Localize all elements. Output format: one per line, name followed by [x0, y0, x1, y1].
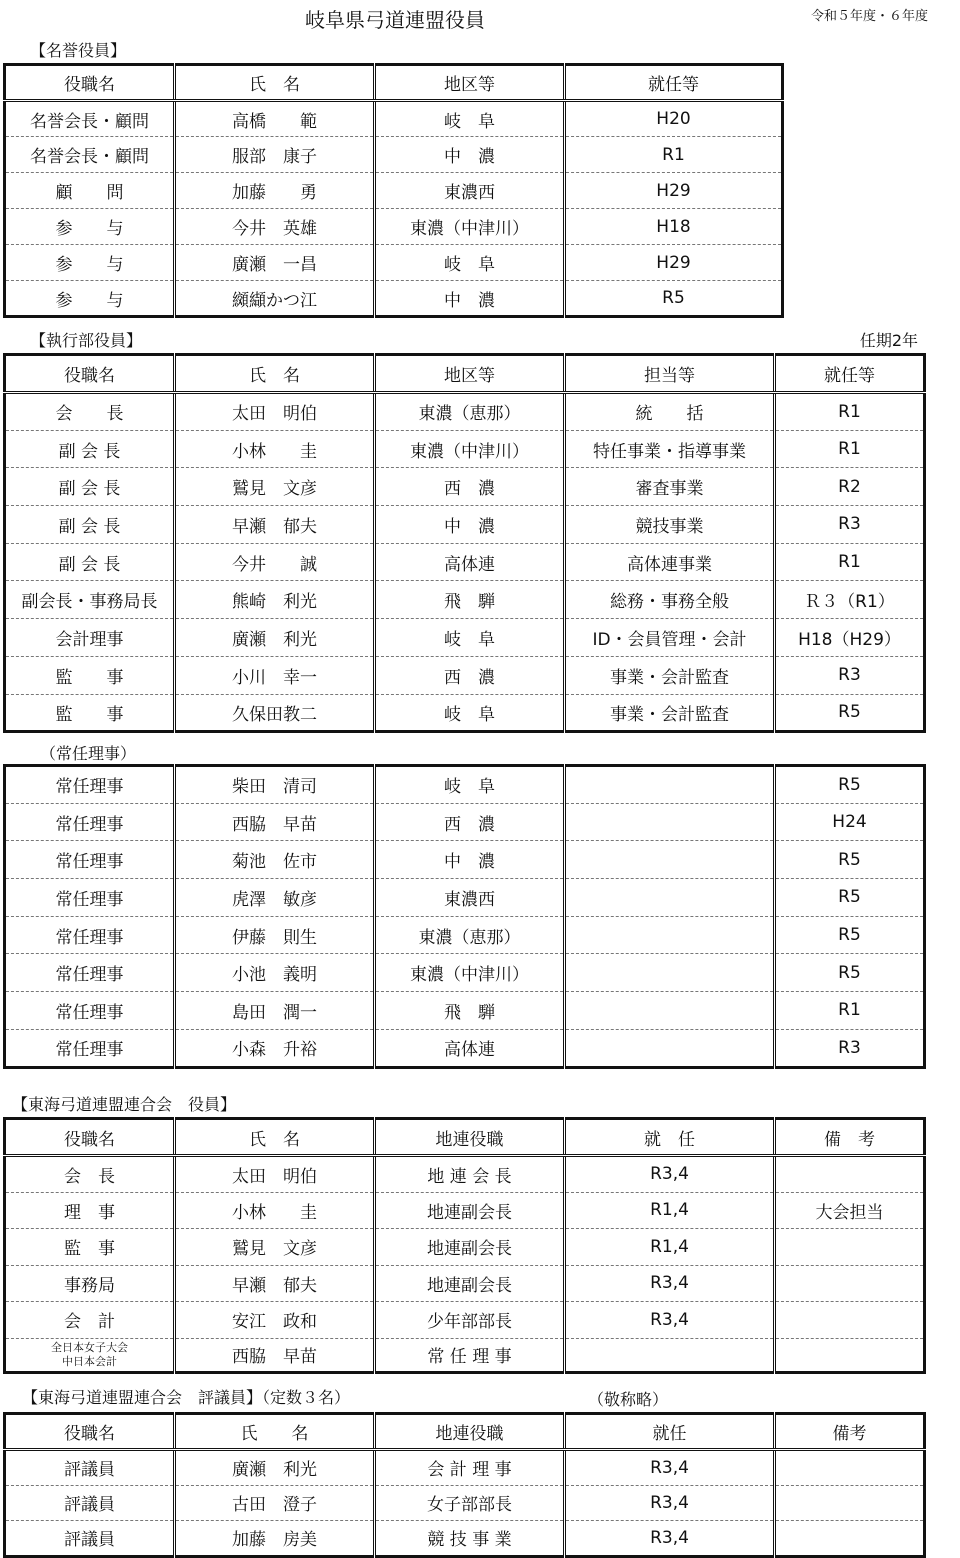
column-header: 就任 [565, 1414, 775, 1450]
header-row [5, 1119, 925, 1156]
honorific-note: （敬称略） [588, 1390, 669, 1409]
term-cell [775, 1302, 925, 1339]
name-cell: 廣瀬 利光 [175, 619, 375, 657]
table-row [5, 1521, 925, 1557]
term-cell: R5 [775, 694, 925, 732]
term-cell [775, 1450, 925, 1486]
term-cell: R2 [775, 468, 925, 506]
district-cell: 競 技 事 業 [375, 1521, 565, 1557]
table-row [5, 393, 925, 431]
term-cell: R3 [775, 1029, 925, 1067]
role-cell: 常任理事 [5, 954, 175, 992]
name-cell: 高橋 範 [175, 101, 375, 137]
duty-cell [565, 954, 775, 992]
role-cell: 評議員 [5, 1485, 175, 1521]
term-cell [775, 1485, 925, 1521]
honorary-table [3, 63, 784, 318]
name-cell: 加藤 房美 [175, 1521, 375, 1557]
column-header: 氏 名 [175, 1119, 375, 1156]
term-cell: Ｒ３（R1） [775, 581, 925, 619]
duty-cell [565, 992, 775, 1030]
role-cell: 監 事 [5, 1229, 175, 1266]
executive-table [3, 353, 926, 733]
role-cell: 常任理事 [5, 992, 175, 1030]
district-cell: 東濃（恵那） [375, 393, 565, 431]
duty-cell: H29 [565, 173, 783, 209]
role-cell: 常任理事 [5, 803, 175, 841]
name-cell: 伊藤 則生 [175, 916, 375, 954]
role-cell: 名誉会長・顧問 [5, 101, 175, 137]
column-header: 役職名 [5, 65, 175, 101]
name-cell: 小森 升裕 [175, 1029, 375, 1067]
table-row [5, 1156, 925, 1193]
column-header: 地区等 [375, 65, 565, 101]
table-row [5, 1192, 925, 1229]
role-cell: 常任理事 [5, 766, 175, 804]
term-cell: R5 [775, 954, 925, 992]
district-cell: 東濃西 [375, 879, 565, 917]
district-cell: 高体連 [375, 543, 565, 581]
district-cell: 高体連 [375, 1029, 565, 1067]
district-cell: 会 計 理 事 [375, 1450, 565, 1486]
name-cell: 廣瀬 一昌 [175, 245, 375, 281]
name-cell: 早瀬 郁夫 [175, 506, 375, 544]
duty-cell: 総務・事務全般 [565, 581, 775, 619]
term-cell [565, 1338, 775, 1372]
table-row [5, 656, 925, 694]
column-header: 備考 [775, 1414, 925, 1450]
role-cell: 監 事 [55, 704, 124, 725]
term-cell: R1 [775, 992, 925, 1030]
district-cell: 西 濃 [375, 656, 565, 694]
duty-cell: H20 [565, 101, 783, 137]
table-row [5, 1450, 925, 1486]
district-cell: 中 濃 [375, 137, 565, 173]
district-cell: 岐 阜 [375, 694, 565, 732]
term-cell: R1 [775, 393, 925, 431]
duty-cell: 審査事業 [565, 468, 775, 506]
name-cell: 小林 圭 [175, 430, 375, 468]
district-cell: 中 濃 [375, 281, 565, 317]
role-cell: 常任理事 [5, 841, 175, 879]
term-cell: R5 [775, 841, 925, 879]
duty-cell: 統 括 [565, 393, 775, 431]
role-cell: 評議員 [5, 1450, 175, 1486]
duty-cell: R1,4 [565, 1229, 775, 1266]
name-cell: 島田 潤一 [175, 992, 375, 1030]
name-cell: 古田 澄子 [175, 1485, 375, 1521]
column-header: 地連役職 [375, 1119, 565, 1156]
table-row [5, 954, 925, 992]
duty-cell [565, 841, 775, 879]
name-cell: 鷲見 文彦 [175, 1229, 375, 1266]
name-cell: 熊崎 利光 [175, 581, 375, 619]
role-cell: 参 与 [55, 290, 124, 311]
table-row [5, 506, 925, 544]
duty-cell: 事業・会計監査 [565, 694, 775, 732]
district-cell: 岐 阜 [375, 101, 565, 137]
duty-cell: R3,4 [565, 1156, 775, 1193]
name-cell: 鷲見 文彦 [175, 468, 375, 506]
tokai-table [3, 1117, 926, 1374]
role-cell: 副 会 長 [5, 430, 175, 468]
district-cell: 東濃（中津川） [375, 954, 565, 992]
term-cell [775, 1229, 925, 1266]
duty-cell: R3,4 [565, 1485, 775, 1521]
term-cell: R1 [775, 543, 925, 581]
district-cell: 東濃西 [375, 173, 565, 209]
duty-cell: H29 [565, 245, 783, 281]
role-cell [5, 1338, 175, 1372]
column-header: 氏 名 [175, 1414, 375, 1450]
duty-cell: R3,4 [565, 1450, 775, 1486]
role-cell: 理 事 [5, 1192, 175, 1229]
header-row [5, 65, 783, 101]
councillors-table [3, 1412, 926, 1558]
duty-cell: R3,4 [565, 1521, 775, 1557]
fiscal-year: 令和５年度・６年度 [810, 9, 928, 24]
role-cell: 名誉会長・顧問 [5, 137, 175, 173]
table-row [5, 1485, 925, 1521]
name-cell: 西脇 早苗 [175, 1338, 375, 1372]
district-cell: 岐 阜 [375, 245, 565, 281]
role-cell: 会 長 [5, 393, 175, 431]
duty-cell [565, 803, 775, 841]
table-row [5, 1265, 925, 1302]
column-header: 地区等 [375, 355, 565, 393]
duty-cell: 競技事業 [565, 506, 775, 544]
term-cell [775, 1265, 925, 1302]
name-cell: 今井 英雄 [175, 209, 375, 245]
name-cell: 小川 幸一 [175, 656, 375, 694]
table-row [5, 1229, 925, 1266]
page-title: 岐阜県弓道連盟役員 [305, 8, 485, 32]
name-cell: 安江 政和 [175, 1302, 375, 1339]
executive-term: 任期2年 [859, 331, 918, 350]
term-cell: R3 [775, 506, 925, 544]
table-row [5, 209, 783, 245]
table-row [5, 992, 925, 1030]
role-cell: 事務局 [5, 1265, 175, 1302]
duty-cell: R1,4 [565, 1192, 775, 1229]
duty-cell: 特任事業・指導事業 [565, 430, 775, 468]
table-row [5, 694, 925, 732]
term-cell: 大会担当 [775, 1192, 925, 1229]
column-header: 就 任 [565, 1119, 775, 1156]
district-cell: 西 濃 [375, 803, 565, 841]
district-cell: 岐 阜 [375, 619, 565, 657]
district-cell: 岐 阜 [375, 766, 565, 804]
term-cell: R1 [775, 430, 925, 468]
duty-cell: 事業・会計監査 [565, 656, 775, 694]
table-row [5, 916, 925, 954]
honorary-section-label: 【名誉役員】 [30, 41, 127, 60]
table-row [5, 766, 925, 804]
councillors-section-label: 【東海弓道連盟連合会 評議員】（定数３名） [22, 1388, 351, 1407]
name-cell: 菊池 佐市 [175, 841, 375, 879]
role-cell: 会計理事 [5, 619, 175, 657]
term-cell: H18（H29） [775, 619, 925, 657]
duty-cell: ID・会員管理・会計 [565, 619, 775, 657]
term-cell: H24 [775, 803, 925, 841]
role-cell: 常任理事 [55, 1040, 124, 1061]
column-header: 役職名 [5, 355, 175, 393]
table-row [5, 841, 925, 879]
role-cell: 副会長・事務局長 [5, 581, 175, 619]
duty-cell: R3,4 [565, 1302, 775, 1339]
name-cell: 纐纈かつ江 [175, 281, 375, 317]
role-cell: 参 与 [5, 209, 175, 245]
name-cell: 西脇 早苗 [175, 803, 375, 841]
name-cell: 虎澤 敏彦 [175, 879, 375, 917]
role-line: 中日本会計 [62, 1354, 117, 1368]
column-header: 就任等 [775, 355, 925, 393]
term-cell [775, 1521, 925, 1557]
table-row [5, 468, 925, 506]
duty-cell: R1 [565, 137, 783, 173]
role-cell: 副 会 長 [5, 468, 175, 506]
duty-cell: 高体連事業 [565, 543, 775, 581]
column-header: 役職名 [5, 1414, 175, 1450]
column-header: 地連役職 [375, 1414, 565, 1450]
role-cell: 会 計 [5, 1302, 175, 1339]
header-row [5, 1414, 925, 1450]
table-row [5, 281, 783, 317]
table-row [5, 101, 783, 137]
name-cell: 今井 誠 [175, 543, 375, 581]
table-row [5, 245, 783, 281]
duty-cell: R5 [565, 281, 783, 317]
standing-section-label: （常任理事） [40, 744, 137, 763]
table-row [5, 137, 783, 173]
table-row [5, 803, 925, 841]
tokai-section-label: 【東海弓道連盟連合会 役員】 [12, 1095, 237, 1114]
table-row [5, 1029, 925, 1067]
district-cell: 地 連 会 長 [375, 1156, 565, 1193]
table-row [5, 1338, 925, 1372]
district-cell: 地連副会長 [375, 1192, 565, 1229]
role-cell: 副 会 長 [5, 543, 175, 581]
table-row [5, 1302, 925, 1339]
name-cell: 太田 明伯 [175, 393, 375, 431]
role-cell: 常任理事 [5, 916, 175, 954]
column-header: 役職名 [5, 1119, 175, 1156]
district-cell: 常 任 理 事 [375, 1338, 565, 1372]
role-cell: 会 長 [5, 1156, 175, 1193]
role-cell: 常任理事 [5, 879, 175, 917]
table-row [5, 430, 925, 468]
name-cell: 久保田教二 [175, 694, 375, 732]
name-cell: 柴田 清司 [175, 766, 375, 804]
note-cell [775, 1338, 925, 1372]
duty-cell: R3,4 [565, 1265, 775, 1302]
district-cell: 中 濃 [375, 841, 565, 879]
table-row [5, 173, 783, 209]
name-cell: 加藤 勇 [175, 173, 375, 209]
name-cell: 早瀬 郁夫 [175, 1265, 375, 1302]
duty-cell [565, 1029, 775, 1067]
duty-cell [565, 879, 775, 917]
district-cell: 地連副会長 [375, 1265, 565, 1302]
term-cell: R3 [775, 656, 925, 694]
role-cell: 顧 問 [5, 173, 175, 209]
district-cell: 東濃（中津川） [375, 430, 565, 468]
role-cell: 参 与 [5, 245, 175, 281]
district-cell: 地連副会長 [375, 1229, 565, 1266]
role-cell: 監 事 [5, 656, 175, 694]
name-cell: 服部 康子 [175, 137, 375, 173]
header-row [5, 355, 925, 393]
term-cell: R5 [775, 879, 925, 917]
column-header: 備 考 [775, 1119, 925, 1156]
name-cell: 廣瀬 利光 [175, 1450, 375, 1486]
district-cell: 女子部部長 [375, 1485, 565, 1521]
standing-table [3, 764, 926, 1069]
column-header: 氏 名 [175, 65, 375, 101]
district-cell: 少年部部長 [375, 1302, 565, 1339]
name-cell: 太田 明伯 [175, 1156, 375, 1193]
district-cell: 西 濃 [375, 468, 565, 506]
district-cell: 飛 騨 [375, 581, 565, 619]
name-cell: 小林 圭 [175, 1192, 375, 1229]
district-cell: 飛 騨 [375, 992, 565, 1030]
role-cell: 副 会 長 [5, 506, 175, 544]
table-row [5, 543, 925, 581]
duty-cell [565, 766, 775, 804]
district-cell: 中 濃 [375, 506, 565, 544]
duty-cell [565, 916, 775, 954]
district-cell: 東濃（中津川） [375, 209, 565, 245]
column-header: 担当等 [565, 355, 775, 393]
column-header: 就任等 [565, 65, 783, 101]
district-cell: 東濃（恵那） [375, 916, 565, 954]
term-cell: R5 [775, 916, 925, 954]
executive-section-label: 【執行部役員】 [30, 331, 143, 350]
role-line: 全日本女子大会 [51, 1340, 128, 1354]
role-cell: 評議員 [64, 1530, 115, 1551]
duty-cell: H18 [565, 209, 783, 245]
term-cell: R5 [775, 766, 925, 804]
table-row [5, 619, 925, 657]
table-row [5, 879, 925, 917]
column-header: 氏 名 [175, 355, 375, 393]
name-cell: 小池 義明 [175, 954, 375, 992]
term-cell [775, 1156, 925, 1193]
table-row [5, 581, 925, 619]
